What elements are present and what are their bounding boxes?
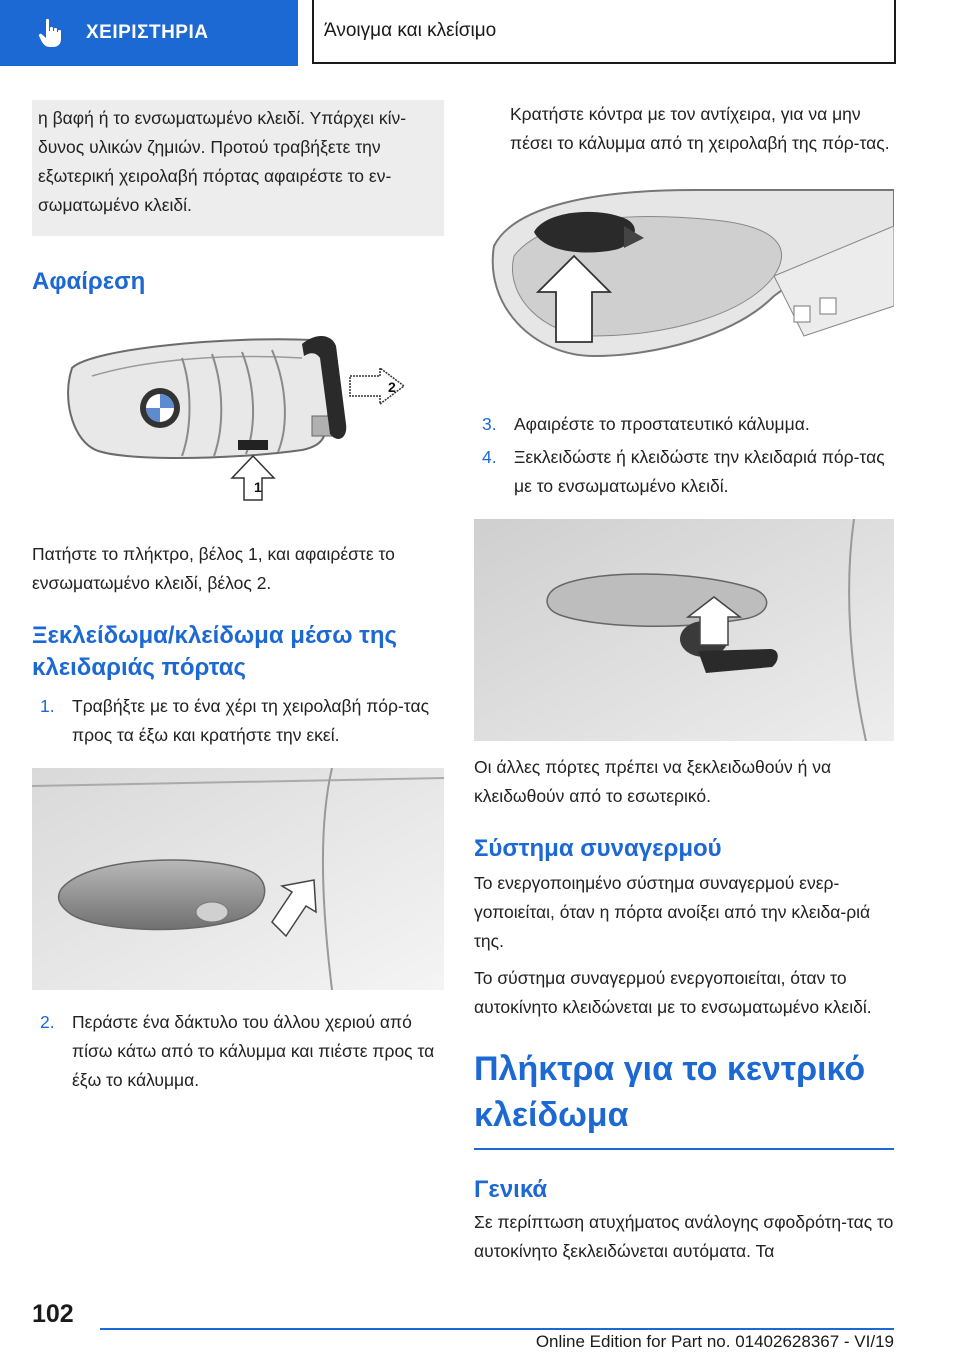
right-column — [474, 100, 894, 1266]
hand-pointer-icon — [38, 18, 64, 48]
page-header — [0, 0, 960, 66]
heading-door-lock: Ξεκλείδωμα/κλείδωμα μέσω της κλειδαριάς πόρτας — [32, 622, 398, 681]
lock-cover-illustration — [474, 186, 894, 376]
figure-door-handle — [32, 768, 444, 990]
section-title-box — [312, 0, 896, 64]
heading-alarm: Σύστημα συναγερμού — [474, 835, 722, 862]
step-3-number: 3. — [482, 414, 497, 434]
warning-text: η βαφή ή το ενσωματωμένο κλειδί. Υπάρχει κίν‐δυνος υλικών ζημιών. Προτού τραβήξετε την εξωτερική χειρολαβή πόρτας αφαιρέστε το εν‐σωματωμένο κλειδί. — [38, 108, 407, 215]
figure-key-removal — [32, 328, 444, 518]
heading-general: Γενικά — [474, 1176, 548, 1203]
step-2 — [32, 1008, 444, 1095]
step-3 — [474, 410, 894, 439]
footer-rule — [100, 1328, 894, 1330]
step-1-text: Τραβήξτε με το ένα χέρι τη χειρολαβή πόρ‐τας προς τα έξω και κρατήστε την εκεί. — [72, 696, 430, 745]
step-1-number: 1. — [40, 696, 55, 716]
warning-box — [32, 100, 444, 236]
paragraph-hold-cover: Κρατήστε κόντρα με τον αντίχειρα, για να μην πέσει το κάλυμμα από τη χειρολαβή της πόρ‐τας. — [510, 104, 890, 153]
paragraph-general: Σε περίπτωση ατυχήματος ανάλογης σφοδρότη‐τας το αυτοκίνητο ξεκλειδώνεται αυτόματα. Τα — [474, 1212, 894, 1261]
section-title: Άνοιγμα και κλείσιμο — [324, 20, 497, 41]
door-handle-illustration — [32, 768, 444, 990]
paragraph-alarm-2: Το σύστημα συναγερμού ενεργοποιείται, όταν το αυτοκίνητο κλειδώνεται με το ενσωματωμένο κλειδί. — [474, 968, 872, 1017]
step-4-number: 4. — [482, 447, 497, 467]
key-in-lock-illustration — [474, 519, 894, 741]
section-divider — [474, 1148, 894, 1150]
step-4-text: Ξεκλειδώστε ή κλειδώστε την κλειδαριά πόρ‐τας με το ενσωματωμένο κλειδί. — [514, 447, 885, 496]
step-2-text: Περάστε ένα δάκτυλο του άλλου χεριού από πίσω κάτω από το κάλυμμα και πιέστε προς τα έξω το κάλυμμα. — [72, 1012, 435, 1090]
step-2-number: 2. — [40, 1012, 55, 1032]
step-3-text: Αφαιρέστε το προστατευτικό κάλυμμα. — [514, 414, 810, 434]
paragraph-removal: Πατήστε το πλήκτρο, βέλος 1, και αφαιρέστε το ενσωματωμένο κλειδί, βέλος 2. — [32, 544, 395, 593]
heading-removal: Αφαίρεση — [32, 268, 146, 295]
heading-central-locking: Πλήκτρα για το κεντρικό κλείδωμα — [474, 1050, 866, 1134]
key-fob-illustration — [32, 328, 444, 518]
page-footer — [0, 1296, 960, 1362]
step-4 — [474, 443, 894, 501]
figure-lock-cover — [474, 186, 894, 376]
arrow-2-label: 2 — [388, 379, 396, 395]
figure-key-in-lock — [474, 519, 894, 741]
left-column — [32, 100, 444, 1095]
chapter-tab[interactable] — [0, 0, 298, 66]
arrow-1-label: 1 — [254, 479, 262, 495]
paragraph-alarm-1: Το ενεργοποιημένο σύστημα συναγερμού ενερ‐γοποιείται, όταν η πόρτα ανοίξει από την κλειδα‐ριά της. — [474, 873, 871, 951]
edition-text: Online Edition for Part no. 01402628367 - VI/19 — [535, 1332, 894, 1351]
paragraph-other-doors: Οι άλλες πόρτες πρέπει να ξεκλειδωθούν ή να κλειδωθούν από το εσωτερικό. — [474, 757, 832, 806]
page-number: 102 — [32, 1300, 74, 1328]
step-1 — [32, 692, 444, 750]
chapter-tab-label: ΧΕΙΡΙΣΤΗΡΙΑ — [86, 22, 209, 43]
